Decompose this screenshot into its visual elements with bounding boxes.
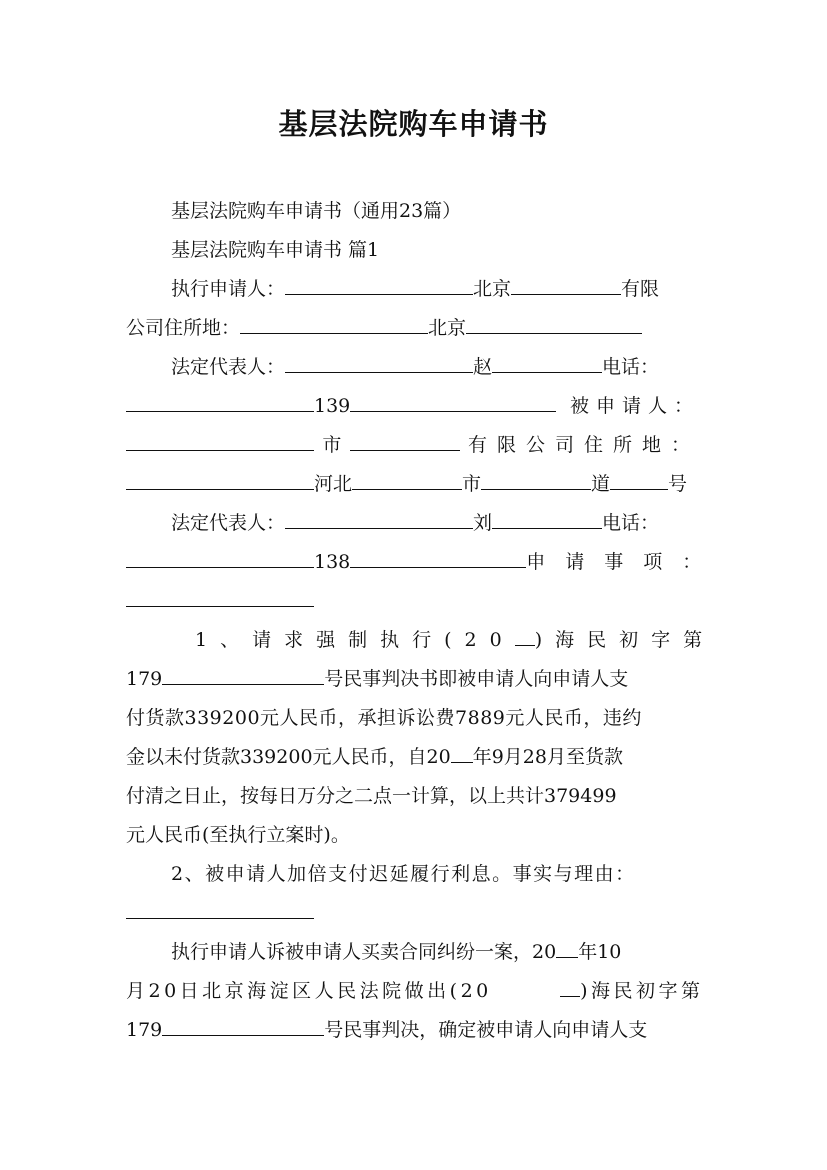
blank-line [126,547,314,568]
applicant-address-line [126,313,700,343]
case-number: 179 [126,668,163,690]
blank-line [350,430,460,451]
payment-text: 付货款339200元人民币，承担诉讼费7889元人民币，违约 [126,707,642,729]
blank-line [126,586,314,607]
facts-line-2 [126,976,704,1006]
phone-prefix: 138 [314,551,351,573]
respondent-province: 河北 [314,473,353,495]
blank-line [126,898,314,919]
amount-text: 元人民币(至执行立案时)。 [126,824,350,846]
item-1-continued [126,664,700,694]
phone-matters-line [126,547,722,577]
item-1-calculation [126,781,700,811]
facts-line-1 [171,937,700,967]
item-1-penalty [126,742,700,772]
blank-line [350,391,556,412]
blank-line [466,313,642,334]
calculation-text: 付清之日止，按每日万分之二点一计算，以上共计379499 [126,785,617,807]
blank-line [240,313,428,334]
address-label: 公司住所地： [126,317,241,339]
blank-line [352,469,462,490]
facts-line-3 [126,1015,700,1045]
blank-line [511,274,621,295]
legal-rep-label: 法定代表人： [171,512,286,534]
blank-line [451,742,473,763]
legal-rep-label: 法定代表人： [171,356,286,378]
blank-line [481,469,591,490]
respondent-city-suffix: 市 [322,434,342,456]
item-1-end [126,820,700,850]
legal-rep-name: 赵 [473,356,493,378]
legal-rep-name: 刘 [473,512,493,534]
item-2-text: 2、被申请人加倍支付迟延履行利息。事实与理由： [171,863,636,885]
case-number: 179 [126,1019,163,1041]
respondent-address-label: 有限公司住所地： [467,434,700,456]
phone-label: 电话： [602,512,660,534]
blank-line [492,508,602,529]
blank-line-row [126,898,700,928]
blank-line [492,352,602,373]
document-title: 基层法院购车申请书 [278,107,549,141]
blank-line [350,547,526,568]
penalty-text: 金以未付货款339200元人民币，自20 [126,746,451,768]
blank-line [610,469,668,490]
item-1-text: 1、请求强制执行(20 [195,629,515,651]
section-heading-text: 基层法院购车申请书 篇1 [171,239,380,261]
blank-line [560,976,580,997]
blank-line [162,664,324,685]
item-1-judgment: 号民事判决书即被申请人向申请人支 [324,668,629,690]
facts-date: 年10 [578,941,622,963]
item-1-case: )海民初字第 [534,629,716,651]
address-city: 北京 [428,317,467,339]
blank-line [126,430,314,451]
phone-respondent-line [126,391,700,421]
blank-line [162,1015,324,1036]
blank-line [285,508,473,529]
matters-label: 申请事项： [526,551,722,573]
legal-rep-line [171,352,700,382]
blank-line [126,469,314,490]
applicant-label: 执行申请人： [171,278,286,300]
respondent-city: 市 [462,473,482,495]
penalty-date: 年9月28月至货款 [472,746,623,768]
facts-text: 执行申请人诉被申请人买卖合同纠纷一案，20 [171,941,557,963]
applicant-company-type: 有限 [621,278,660,300]
blank-line-row [126,586,700,616]
respondent-number: 号 [668,473,688,495]
subtitle-text: 基层法院购车申请书（通用23篇） [171,200,462,222]
phone-prefix: 139 [314,395,351,417]
facts-case: )海民初字第 [580,980,704,1002]
respondent-address-detail [126,469,700,499]
blank-line [126,391,314,412]
facts-court: 月20日北京海淀区人民法院做出(20 [126,980,492,1002]
facts-judgment: 号民事判决，确定被申请人向申请人支 [324,1019,648,1041]
blank-line [285,352,473,373]
respondent-label: 被申请人： [569,395,700,417]
item-1-payment [126,703,700,733]
phone-label: 电话： [602,356,660,378]
respondent-road: 道 [591,473,611,495]
item-1-line [195,625,716,655]
respondent-address-line [126,430,700,460]
applicant-line [171,274,700,304]
blank-line [515,625,535,646]
subtitle-line [171,196,700,226]
section-heading [171,235,700,265]
item-2-line [171,859,700,889]
applicant-city: 北京 [473,278,512,300]
blank-line [556,937,578,958]
respondent-legal-rep-line [171,508,700,538]
blank-line [285,274,473,295]
